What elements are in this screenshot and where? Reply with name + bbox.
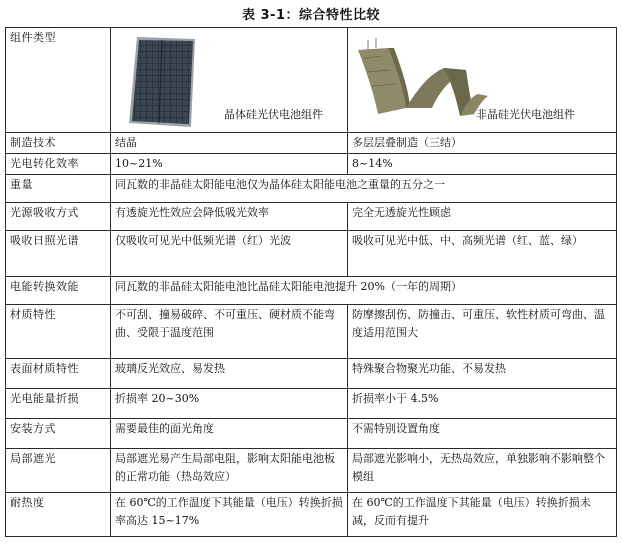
crystalline-value: 在 60℃的工作温度下其能量（电压）转换折损率高达 15~17%: [111, 493, 348, 537]
table-row: [6, 449, 617, 493]
row-label: 光电能量折损: [6, 389, 111, 419]
row-label: 材质特性: [6, 305, 111, 359]
table-row: [6, 231, 617, 277]
row-label: 局部遮光: [6, 449, 111, 493]
crystalline-value: 仅吸收可见光中低频光谱（红）光波: [111, 231, 348, 277]
crystalline-value: 10~21%: [111, 154, 348, 175]
table-row: [6, 203, 617, 231]
crystalline-value: 折损率 20~30%: [111, 389, 348, 419]
row-label: 制造技术: [6, 133, 111, 154]
table-row: [6, 419, 617, 449]
row-label: 重量: [6, 175, 111, 203]
table-row: [6, 154, 617, 175]
amorphous-value: 8~14%: [348, 154, 617, 175]
crystalline-value: 局部遮光易产生局部电阻，影响太阳能电池板的正常功能（热岛效应）: [111, 449, 348, 493]
amorphous-value: 多层层叠制造（三结）: [348, 133, 617, 154]
row-label: 光源吸收方式: [6, 203, 111, 231]
row-label: 组件类型: [6, 28, 111, 133]
crystalline-value: 不可刮、撞易破碎、不可重压、硬材质不能弯曲、受限于温度范围: [111, 305, 348, 359]
table-title: 表 3-1：综合特性比较: [241, 8, 380, 23]
table-row: [6, 305, 617, 359]
table-row: [6, 493, 617, 537]
row-label: 耐热度: [6, 493, 111, 537]
amorphous-value: 折损率小于 4.5%: [348, 389, 617, 419]
crystalline-value: 玻璃反光效应、易发热: [111, 359, 348, 389]
amorphous-caption: 非晶硅光伏电池组件: [476, 108, 575, 121]
amorphous-module-cell: [348, 28, 617, 133]
comparison-table: [5, 27, 617, 537]
amorphous-value: 局部遮光影响小，无热岛效应，单独影响不影响整个模组: [348, 449, 617, 493]
amorphous-value: 不需特别设置角度: [348, 419, 617, 449]
crystalline-value: 结晶: [111, 133, 348, 154]
table-row-header: [6, 28, 617, 133]
merged-value: 同瓦数的非晶硅太阳能电池仅为晶体硅太阳能电池之重量的五分之一: [111, 175, 617, 203]
amorphous-value: 完全无透旋光性顾虑: [348, 203, 617, 231]
merged-value: 同瓦数的非晶硅太阳能电池比晶硅太阳能电池提升 20%（一年的周期）: [111, 277, 617, 305]
table-row: [6, 277, 617, 305]
row-label: 吸收日照光谱: [6, 231, 111, 277]
amorphous-value: 防摩擦刮伤、防撞击、可重压、软性材质可弯曲、温度适用范围大: [348, 305, 617, 359]
amorphous-value: 特殊聚合物聚光功能、不易发热: [348, 359, 617, 389]
row-label: 安装方式: [6, 419, 111, 449]
amorphous-value: 吸收可见光中低、中、高频光谱（红、蓝、绿）: [348, 231, 617, 277]
table-row: [6, 175, 617, 203]
row-label: 电能转换效能: [6, 277, 111, 305]
crystalline-value: 有透旋光性效应会降低吸光效率: [111, 203, 348, 231]
crystalline-value: 需要最佳的面光角度: [111, 419, 348, 449]
table-row: [6, 359, 617, 389]
amorphous-value: 在 60℃的工作温度下其能量（电压）转换折损未减，反而有提升: [348, 493, 617, 537]
row-label: 光电转化效率: [6, 154, 111, 175]
table-row: [6, 389, 617, 419]
crystalline-module-cell: [111, 28, 348, 133]
row-label: 表面材质特性: [6, 359, 111, 389]
crystalline-caption: 晶体硅光伏电池组件: [224, 108, 323, 121]
table-row: [6, 133, 617, 154]
